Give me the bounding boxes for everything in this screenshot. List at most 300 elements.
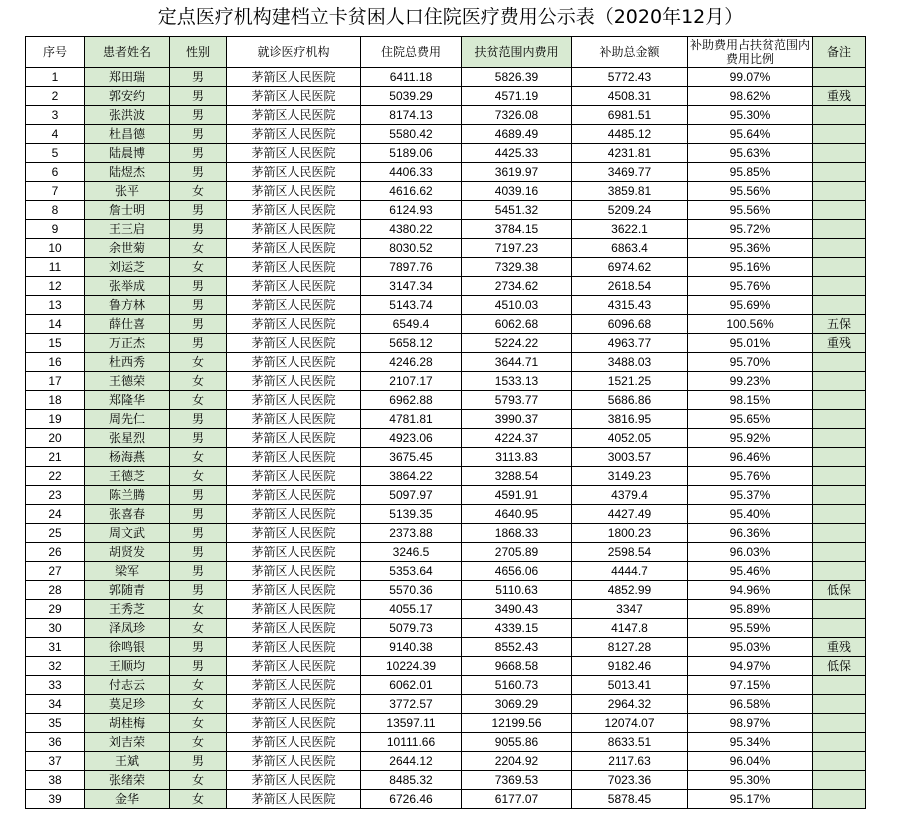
- cell-ratio: 99.23%: [688, 372, 813, 391]
- cell-hospital: 茅箭区人民医院: [227, 87, 361, 106]
- cell-hospital: 茅箭区人民医院: [227, 163, 361, 182]
- cell-name: 张洪波: [85, 106, 170, 125]
- cell-index: 32: [26, 657, 85, 676]
- cell-note: [813, 676, 866, 695]
- table-row: [26, 334, 866, 353]
- table-row: [26, 258, 866, 277]
- cell-aid-scope-cost: 5224.22: [462, 334, 572, 353]
- cell-hospital: 茅箭区人民医院: [227, 220, 361, 239]
- cell-name: 周先仁: [85, 410, 170, 429]
- cell-note: [813, 600, 866, 619]
- cell-aid-scope-cost: 8552.43: [462, 638, 572, 657]
- cell-hospital: 茅箭区人民医院: [227, 733, 361, 752]
- table-row: [26, 790, 866, 809]
- cell-note: 低保: [813, 657, 866, 676]
- cell-name: 莫足珍: [85, 695, 170, 714]
- cell-note: [813, 239, 866, 258]
- cell-aid-scope-cost: 3113.83: [462, 448, 572, 467]
- cell-name: 张平: [85, 182, 170, 201]
- cell-hospital: 茅箭区人民医院: [227, 771, 361, 790]
- cell-ratio: 95.69%: [688, 296, 813, 315]
- table-row: [26, 182, 866, 201]
- cell-total-cost: 8174.13: [361, 106, 462, 125]
- cell-subsidy-total: 6096.68: [572, 315, 688, 334]
- table-row: [26, 296, 866, 315]
- cell-index: 10: [26, 239, 85, 258]
- cell-note: [813, 372, 866, 391]
- cell-index: 39: [26, 790, 85, 809]
- cell-aid-scope-cost: 4591.91: [462, 486, 572, 505]
- cell-hospital: 茅箭区人民医院: [227, 372, 361, 391]
- cell-subsidy-total: 4508.31: [572, 87, 688, 106]
- table-row: [26, 505, 866, 524]
- cell-note: [813, 182, 866, 201]
- cell-total-cost: 4923.06: [361, 429, 462, 448]
- cell-note: [813, 619, 866, 638]
- table-row: [26, 543, 866, 562]
- cell-hospital: 茅箭区人民医院: [227, 619, 361, 638]
- cell-aid-scope-cost: 3490.43: [462, 600, 572, 619]
- cell-sex: 女: [170, 676, 227, 695]
- cell-name: 郭随青: [85, 581, 170, 600]
- cell-index: 5: [26, 144, 85, 163]
- cell-aid-scope-cost: 3619.97: [462, 163, 572, 182]
- cell-note: [813, 125, 866, 144]
- cell-sex: 女: [170, 695, 227, 714]
- cell-total-cost: 10224.39: [361, 657, 462, 676]
- cell-name: 徐鸣银: [85, 638, 170, 657]
- cell-note: [813, 277, 866, 296]
- cell-index: 11: [26, 258, 85, 277]
- cell-total-cost: 3864.22: [361, 467, 462, 486]
- cell-subsidy-total: 5686.86: [572, 391, 688, 410]
- cell-ratio: 95.16%: [688, 258, 813, 277]
- cell-ratio: 95.46%: [688, 562, 813, 581]
- cell-total-cost: 6726.46: [361, 790, 462, 809]
- cell-name: 泽凤珍: [85, 619, 170, 638]
- cell-sex: 男: [170, 296, 227, 315]
- cell-sex: 男: [170, 144, 227, 163]
- cell-aid-scope-cost: 3288.54: [462, 467, 572, 486]
- cell-name: 薛仕喜: [85, 315, 170, 334]
- cell-ratio: 96.36%: [688, 524, 813, 543]
- cell-hospital: 茅箭区人民医院: [227, 410, 361, 429]
- cell-sex: 女: [170, 448, 227, 467]
- cell-aid-scope-cost: 5793.77: [462, 391, 572, 410]
- cell-subsidy-total: 4147.8: [572, 619, 688, 638]
- cell-sex: 男: [170, 68, 227, 87]
- cell-name: 陆煜杰: [85, 163, 170, 182]
- cell-index: 22: [26, 467, 85, 486]
- cell-index: 30: [26, 619, 85, 638]
- cell-aid-scope-cost: 4656.06: [462, 562, 572, 581]
- cell-subsidy-total: 2618.54: [572, 277, 688, 296]
- cell-hospital: 茅箭区人民医院: [227, 695, 361, 714]
- cell-aid-scope-cost: 9055.86: [462, 733, 572, 752]
- cell-sex: 女: [170, 182, 227, 201]
- cell-ratio: 95.34%: [688, 733, 813, 752]
- cell-hospital: 茅箭区人民医院: [227, 486, 361, 505]
- table-row: [26, 581, 866, 600]
- cell-note: [813, 163, 866, 182]
- cell-subsidy-total: 3816.95: [572, 410, 688, 429]
- cell-ratio: 95.56%: [688, 182, 813, 201]
- cell-ratio: 95.37%: [688, 486, 813, 505]
- cell-index: 26: [26, 543, 85, 562]
- cell-ratio: 95.76%: [688, 467, 813, 486]
- table-row: [26, 524, 866, 543]
- cell-sex: 女: [170, 391, 227, 410]
- cell-subsidy-total: 3859.81: [572, 182, 688, 201]
- cell-hospital: 茅箭区人民医院: [227, 239, 361, 258]
- cell-index: 23: [26, 486, 85, 505]
- cell-subsidy-total: 4852.99: [572, 581, 688, 600]
- cell-total-cost: 7897.76: [361, 258, 462, 277]
- cell-total-cost: 3772.57: [361, 695, 462, 714]
- cell-note: [813, 771, 866, 790]
- cell-subsidy-total: 6974.62: [572, 258, 688, 277]
- cell-index: 18: [26, 391, 85, 410]
- cell-sex: 女: [170, 467, 227, 486]
- cell-name: 郭安约: [85, 87, 170, 106]
- cell-name: 胡贤发: [85, 543, 170, 562]
- cell-name: 杜西秀: [85, 353, 170, 372]
- cell-aid-scope-cost: 7329.38: [462, 258, 572, 277]
- cell-subsidy-total: 4315.43: [572, 296, 688, 315]
- cell-ratio: 95.65%: [688, 410, 813, 429]
- cell-hospital: 茅箭区人民医院: [227, 505, 361, 524]
- cell-note: [813, 353, 866, 372]
- cell-subsidy-total: 4379.4: [572, 486, 688, 505]
- cell-sex: 男: [170, 315, 227, 334]
- cell-aid-scope-cost: 4510.03: [462, 296, 572, 315]
- cell-name: 鲁方林: [85, 296, 170, 315]
- cell-note: [813, 714, 866, 733]
- cell-index: 20: [26, 429, 85, 448]
- cell-hospital: 茅箭区人民医院: [227, 600, 361, 619]
- cell-subsidy-total: 5013.41: [572, 676, 688, 695]
- cell-sex: 男: [170, 220, 227, 239]
- cell-note: [813, 201, 866, 220]
- cell-hospital: 茅箭区人民医院: [227, 296, 361, 315]
- cell-total-cost: 5353.64: [361, 562, 462, 581]
- cell-index: 8: [26, 201, 85, 220]
- cell-sex: 男: [170, 277, 227, 296]
- cell-hospital: 茅箭区人民医院: [227, 638, 361, 657]
- table-row: [26, 125, 866, 144]
- cell-sex: 男: [170, 486, 227, 505]
- cell-total-cost: 5570.36: [361, 581, 462, 600]
- cell-hospital: 茅箭区人民医院: [227, 106, 361, 125]
- cell-index: 17: [26, 372, 85, 391]
- table-row: [26, 68, 866, 87]
- cell-ratio: 95.64%: [688, 125, 813, 144]
- cell-total-cost: 5039.29: [361, 87, 462, 106]
- cell-note: [813, 752, 866, 771]
- cell-sex: 女: [170, 733, 227, 752]
- cell-aid-scope-cost: 3644.71: [462, 353, 572, 372]
- cell-note: 五保: [813, 315, 866, 334]
- cell-index: 4: [26, 125, 85, 144]
- cell-note: [813, 220, 866, 239]
- cell-ratio: 95.30%: [688, 106, 813, 125]
- cell-subsidy-total: 4427.49: [572, 505, 688, 524]
- cell-index: 31: [26, 638, 85, 657]
- cell-name: 周文武: [85, 524, 170, 543]
- cell-index: 38: [26, 771, 85, 790]
- cell-index: 16: [26, 353, 85, 372]
- cell-sex: 女: [170, 258, 227, 277]
- cell-subsidy-total: 9182.46: [572, 657, 688, 676]
- cell-aid-scope-cost: 5826.39: [462, 68, 572, 87]
- cell-total-cost: 3246.5: [361, 543, 462, 562]
- cell-name: 金华: [85, 790, 170, 809]
- cell-name: 王德芝: [85, 467, 170, 486]
- cell-subsidy-total: 4485.12: [572, 125, 688, 144]
- cell-subsidy-total: 4444.7: [572, 562, 688, 581]
- cell-ratio: 95.36%: [688, 239, 813, 258]
- table-row: [26, 277, 866, 296]
- cell-hospital: 茅箭区人民医院: [227, 714, 361, 733]
- cell-note: 低保: [813, 581, 866, 600]
- cell-ratio: 98.15%: [688, 391, 813, 410]
- cell-index: 27: [26, 562, 85, 581]
- cell-subsidy-total: 7023.36: [572, 771, 688, 790]
- cell-note: [813, 733, 866, 752]
- cell-total-cost: 5189.06: [361, 144, 462, 163]
- cell-subsidy-total: 1521.25: [572, 372, 688, 391]
- cell-hospital: 茅箭区人民医院: [227, 562, 361, 581]
- cell-index: 9: [26, 220, 85, 239]
- cell-total-cost: 4616.62: [361, 182, 462, 201]
- cell-total-cost: 6549.4: [361, 315, 462, 334]
- cell-subsidy-total: 12074.07: [572, 714, 688, 733]
- cell-total-cost: 6962.88: [361, 391, 462, 410]
- cell-note: [813, 486, 866, 505]
- cell-ratio: 95.63%: [688, 144, 813, 163]
- cell-hospital: 茅箭区人民医院: [227, 258, 361, 277]
- table-row: [26, 771, 866, 790]
- header-subsidy-total: 补助总金额: [572, 37, 688, 68]
- cell-note: [813, 391, 866, 410]
- cell-total-cost: 4055.17: [361, 600, 462, 619]
- cell-name: 付志云: [85, 676, 170, 695]
- cell-total-cost: 2107.17: [361, 372, 462, 391]
- cell-index: 37: [26, 752, 85, 771]
- cell-ratio: 94.96%: [688, 581, 813, 600]
- cell-aid-scope-cost: 7197.23: [462, 239, 572, 258]
- cell-name: 张绪荣: [85, 771, 170, 790]
- cell-index: 3: [26, 106, 85, 125]
- cell-ratio: 97.15%: [688, 676, 813, 695]
- cell-note: [813, 429, 866, 448]
- cell-aid-scope-cost: 4571.19: [462, 87, 572, 106]
- cell-aid-scope-cost: 5110.63: [462, 581, 572, 600]
- cell-name: 杨海燕: [85, 448, 170, 467]
- cell-sex: 女: [170, 372, 227, 391]
- cell-ratio: 94.97%: [688, 657, 813, 676]
- cell-hospital: 茅箭区人民医院: [227, 353, 361, 372]
- cell-index: 13: [26, 296, 85, 315]
- cell-total-cost: 4380.22: [361, 220, 462, 239]
- cell-note: [813, 106, 866, 125]
- cell-aid-scope-cost: 9668.58: [462, 657, 572, 676]
- cell-ratio: 95.56%: [688, 201, 813, 220]
- cell-total-cost: 5139.35: [361, 505, 462, 524]
- cell-index: 35: [26, 714, 85, 733]
- cell-index: 33: [26, 676, 85, 695]
- cell-subsidy-total: 6863.4: [572, 239, 688, 258]
- cell-subsidy-total: 3488.03: [572, 353, 688, 372]
- cell-sex: 男: [170, 201, 227, 220]
- cell-hospital: 茅箭区人民医院: [227, 429, 361, 448]
- cell-ratio: 95.17%: [688, 790, 813, 809]
- cell-ratio: 95.70%: [688, 353, 813, 372]
- table-row: [26, 562, 866, 581]
- cell-name: 余世菊: [85, 239, 170, 258]
- cell-sex: 男: [170, 125, 227, 144]
- cell-aid-scope-cost: 4224.37: [462, 429, 572, 448]
- cell-sex: 女: [170, 619, 227, 638]
- cell-name: 张举成: [85, 277, 170, 296]
- cell-aid-scope-cost: 4339.15: [462, 619, 572, 638]
- cell-subsidy-total: 3347: [572, 600, 688, 619]
- cell-note: [813, 410, 866, 429]
- cost-table: [25, 36, 866, 809]
- cell-aid-scope-cost: 3784.15: [462, 220, 572, 239]
- cell-total-cost: 9140.38: [361, 638, 462, 657]
- cell-ratio: 95.30%: [688, 771, 813, 790]
- cell-total-cost: 5658.12: [361, 334, 462, 353]
- cell-sex: 男: [170, 543, 227, 562]
- cell-subsidy-total: 3149.23: [572, 467, 688, 486]
- cell-subsidy-total: 2598.54: [572, 543, 688, 562]
- table-row: [26, 315, 866, 334]
- cell-hospital: 茅箭区人民医院: [227, 752, 361, 771]
- cell-note: [813, 505, 866, 524]
- cell-sex: 女: [170, 714, 227, 733]
- cell-hospital: 茅箭区人民医院: [227, 182, 361, 201]
- cell-index: 28: [26, 581, 85, 600]
- cell-name: 王德荣: [85, 372, 170, 391]
- cell-note: [813, 68, 866, 87]
- cell-index: 21: [26, 448, 85, 467]
- cell-sex: 女: [170, 600, 227, 619]
- cell-total-cost: 2373.88: [361, 524, 462, 543]
- cell-aid-scope-cost: 4039.16: [462, 182, 572, 201]
- cell-aid-scope-cost: 7326.08: [462, 106, 572, 125]
- header-aid-scope-cost: 扶贫范围内费用: [462, 37, 572, 68]
- cell-sex: 男: [170, 505, 227, 524]
- cell-aid-scope-cost: 6177.07: [462, 790, 572, 809]
- cell-sex: 男: [170, 410, 227, 429]
- cell-aid-scope-cost: 4689.49: [462, 125, 572, 144]
- cell-index: 34: [26, 695, 85, 714]
- cell-sex: 女: [170, 771, 227, 790]
- page-title: 定点医疗机构建档立卡贫困人口住院医疗费用公示表（2020年12月）: [157, 6, 744, 28]
- cell-subsidy-total: 1800.23: [572, 524, 688, 543]
- cell-total-cost: 5079.73: [361, 619, 462, 638]
- cell-aid-scope-cost: 1868.33: [462, 524, 572, 543]
- cell-hospital: 茅箭区人民医院: [227, 391, 361, 410]
- cell-name: 陆晨博: [85, 144, 170, 163]
- cell-aid-scope-cost: 6062.68: [462, 315, 572, 334]
- cell-name: 陈兰腾: [85, 486, 170, 505]
- cell-sex: 男: [170, 87, 227, 106]
- table-row: [26, 486, 866, 505]
- cell-subsidy-total: 3622.1: [572, 220, 688, 239]
- cell-note: [813, 296, 866, 315]
- cell-total-cost: 4781.81: [361, 410, 462, 429]
- table-row: [26, 220, 866, 239]
- header-sex: 性别: [170, 37, 227, 68]
- cell-index: 7: [26, 182, 85, 201]
- table-row: [26, 353, 866, 372]
- cell-aid-scope-cost: 7369.53: [462, 771, 572, 790]
- cell-sex: 男: [170, 581, 227, 600]
- cell-name: 郑田瑞: [85, 68, 170, 87]
- table-row: [26, 467, 866, 486]
- header-note: 备注: [813, 37, 866, 68]
- table-row: [26, 676, 866, 695]
- cell-ratio: 96.58%: [688, 695, 813, 714]
- cell-aid-scope-cost: 3990.37: [462, 410, 572, 429]
- cell-name: 詹士明: [85, 201, 170, 220]
- cell-note: 重残: [813, 87, 866, 106]
- cell-aid-scope-cost: 1533.13: [462, 372, 572, 391]
- cell-note: [813, 467, 866, 486]
- cell-index: 1: [26, 68, 85, 87]
- cell-sex: 男: [170, 638, 227, 657]
- cell-sex: 男: [170, 106, 227, 125]
- cell-ratio: 95.40%: [688, 505, 813, 524]
- cell-aid-scope-cost: 5451.32: [462, 201, 572, 220]
- cell-total-cost: 8030.52: [361, 239, 462, 258]
- cell-note: [813, 695, 866, 714]
- cell-total-cost: 4406.33: [361, 163, 462, 182]
- table-row: [26, 239, 866, 258]
- cell-sex: 女: [170, 353, 227, 372]
- table-row: [26, 638, 866, 657]
- cell-sex: 男: [170, 429, 227, 448]
- cell-name: 王秀芝: [85, 600, 170, 619]
- cell-total-cost: 8485.32: [361, 771, 462, 790]
- cell-note: 重残: [813, 638, 866, 657]
- cell-total-cost: 3147.34: [361, 277, 462, 296]
- cell-ratio: 96.04%: [688, 752, 813, 771]
- cell-name: 梁军: [85, 562, 170, 581]
- cell-total-cost: 4246.28: [361, 353, 462, 372]
- cell-note: [813, 562, 866, 581]
- cell-name: 张喜春: [85, 505, 170, 524]
- cell-ratio: 95.59%: [688, 619, 813, 638]
- cell-hospital: 茅箭区人民医院: [227, 543, 361, 562]
- cell-sex: 男: [170, 752, 227, 771]
- cell-subsidy-total: 4963.77: [572, 334, 688, 353]
- cell-ratio: 95.85%: [688, 163, 813, 182]
- cell-hospital: 茅箭区人民医院: [227, 448, 361, 467]
- cell-note: [813, 144, 866, 163]
- header-total-cost: 住院总费用: [361, 37, 462, 68]
- cell-aid-scope-cost: 2204.92: [462, 752, 572, 771]
- table-row: [26, 657, 866, 676]
- cell-note: [813, 790, 866, 809]
- cell-name: 张星烈: [85, 429, 170, 448]
- cell-name: 杜昌德: [85, 125, 170, 144]
- cell-total-cost: 5580.42: [361, 125, 462, 144]
- cell-ratio: 98.62%: [688, 87, 813, 106]
- table-row: [26, 163, 866, 182]
